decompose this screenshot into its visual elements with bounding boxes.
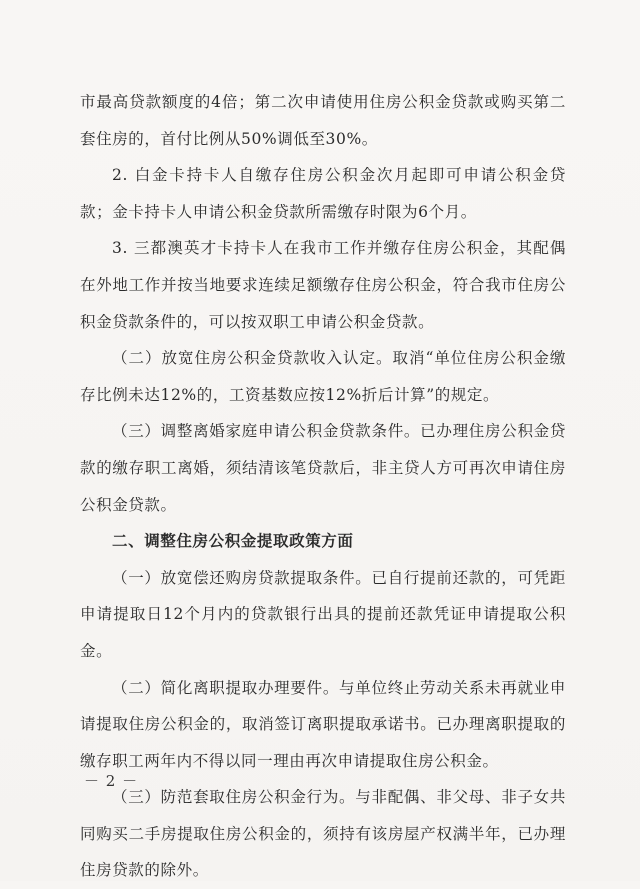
paragraph-loan-limit-continued: 市最高贷款额度的4倍；第二次申请使用住房公积金贷款或购买第二套住房的，首付比例从50%调低至30%。: [80, 93, 566, 148]
paragraph-fraud-prevention: （三）防范套取住房公积金行为。与非配偶、非父母、非子女共同购买二手房提取住房公积金的，须持有该房屋产权满半年，已办理住房贷款的除外。: [80, 788, 566, 880]
paragraph-card-holder-loan: 2. 白金卡持卡人自缴存住房公积金次月起即可申请公积金贷款；金卡持卡人申请公积金贷款所需缴存时限为6个月。: [80, 166, 566, 221]
paragraph-divorce-loan-condition: （三）调整离婚家庭申请公积金贷款条件。已办理住房公积金贷款的缴存职工离婚，须结清该笔贷款后，非主贷人方可再次申请住房公积金贷款。: [80, 422, 566, 514]
paragraph-loan-repayment-withdrawal: （一）放宽偿还购房贷款提取条件。已自行提前还款的，可凭距申请提取日12个月内的贷款银行出具的提前还款凭证申请提取公积金。: [80, 568, 566, 660]
paragraph-talent-card-spouse: 3. 三都澳英才卡持卡人在我市工作并缴存住房公积金，其配偶在外地工作并按当地要求连续足额缴存住房公积金，符合我市住房公积金贷款条件的，可以按双职工申请公积金贷款。: [80, 239, 566, 331]
page-number: － 2 －: [84, 772, 139, 790]
section-heading-withdrawal-policy: 二、调整住房公积金提取政策方面: [112, 532, 354, 551]
document-body: [80, 84, 566, 889]
paragraph-resignation-withdrawal: （二）简化离职提取办理要件。与单位终止劳动关系未再就业申请提取住房公积金的，取消签订离职提取承诺书。已办理离职提取的缴存职工两年内不得以同一理由再次申请提取住房公积金。: [80, 678, 566, 770]
paragraph-income-recognition: （二）放宽住房公积金贷款收入认定。取消“单位住房公积金缴存比例未达12%的，工资基数应按12%折后计算”的规定。: [80, 349, 566, 404]
